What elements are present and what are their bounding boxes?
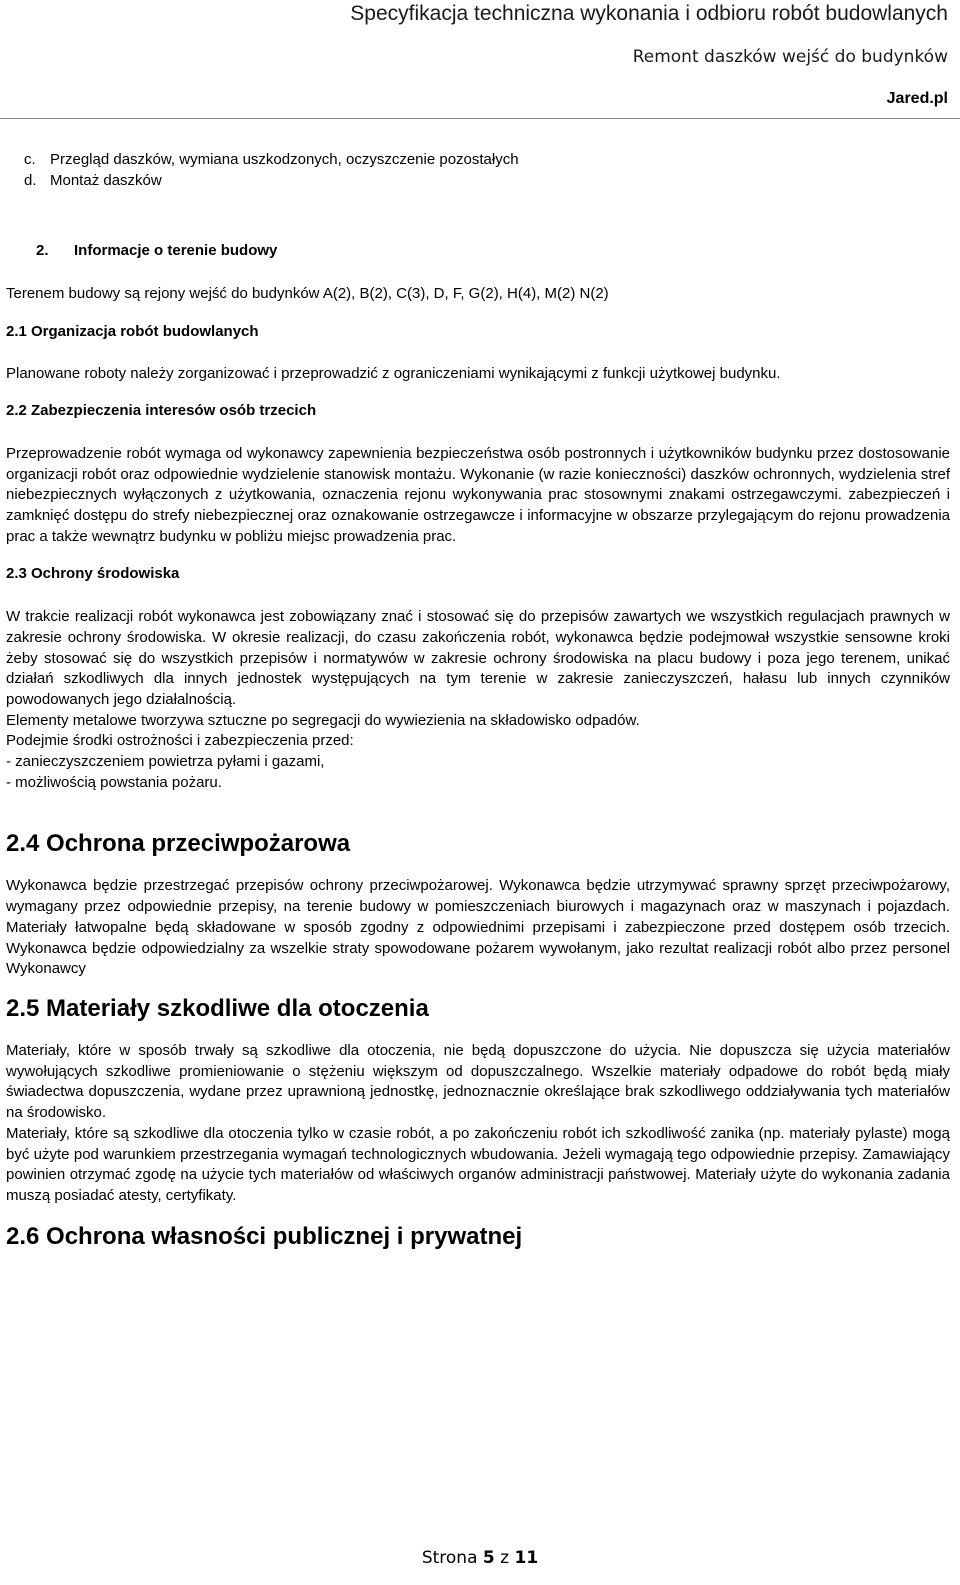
list-item (6, 150, 950, 171)
header-site: Jared.pl (886, 90, 948, 107)
section-2-2-text: Przeprowadzenie robót wymaga od wykonawcy zapewnienia bezpieczeństwa osób postronnych i użytkowników budynku przez dostosowanie organizacji robót oraz odpowiednie wydzielenie stanowisk montażu. Wykonanie (w razie konieczności) daszków ochronnych, wydzielenia stref niebezpiecznych wyłączonych z użytkowania, oznaczenia rejonu wykonywania prac stosownymi znakami ostrzegawczymi. zabezpieczeń i zamknięć dostępu do strefy niebezpiecznej oraz oznakowanie ostrzegawcze i informacyjne w obszarze przylegającym do rejonu prowadzenia prac a także wewnątrz budynku w pobliżu miejsc prowadzenia prac. (6, 444, 950, 545)
footer-total: 11 (514, 1548, 539, 1568)
section-2-4-text: Wykonawca będzie przestrzegać przepisów ochrony przeciwpożarowej. Wykonawca będzie utrzymywać sprawny sprzęt przeciwpożarowy, wymagany przez odpowiednie przepisy, na terenie budowy w pomieszczeniach biurowych i magazynach oraz w maszynach i pojazdach. Materiały łatwopalne będą składowane w sposób zgodny z odpowiednimi przepisami i zabezpieczone przed dostępem osób trzecich. Wykonawca będzie odpowiedzialny za wszelkie straty spowodowane pożarem wywołanym, jako rezultat realizacji robót albo przez personel Wykonawcy (6, 877, 950, 978)
footer-page: 5 (482, 1548, 495, 1568)
footer-prefix: Strona (421, 1548, 478, 1568)
section-2-5-text: Materiały, które w sposób trwały są szkodliwe dla otoczenia, nie będą dopuszczone do użycia. Nie dopuszcza się użycia materiałów wywołujących szkodliwe promieniowanie o stężeniu większym od dopuszczalnego. Wszelkie materiały odpadowe do robót będą miały świadectwa dopuszczenia, wydane przez uprawnioną jednostkę, jednoznacznie określające brak szkodliwego oddziaływania tych materiałów na środowisko. (6, 1041, 950, 1122)
section-heading-2-5: 2.5 Materiały szkodliwe dla otoczenia (6, 994, 429, 1022)
list-text: Przegląd daszków, wymiana uszkodzonych, oczyszczenie pozostałych (50, 151, 519, 168)
list-item (6, 171, 950, 192)
section-heading-2-6: 2.6 Ochrona własności publicznej i prywatnej (6, 1222, 523, 1250)
section-2-1-text: Planowane roboty należy zorganizować i przeprowadzić z ograniczeniami wynikającymi z funkcji użytkowej budynku. (6, 364, 781, 382)
section-heading-2-3: 2.3 Ochrony środowiska (6, 565, 180, 583)
list-marker: c. (24, 151, 36, 168)
page-footer (0, 1548, 960, 1568)
section-title: Informacje o terenie budowy (74, 242, 278, 260)
section-2-3-line: Podejmie środki ostrożności i zabezpieczenia przed: (6, 732, 354, 750)
header-divider (0, 118, 960, 119)
section-heading-2-2: 2.2 Zabezpieczenia interesów osób trzecich (6, 402, 317, 420)
section-2-3-line: Elementy metalowe tworzywa sztuczne po segregacji do wywiezienia na składowisko odpadów. (6, 711, 640, 729)
list-text: Montaż daszków (50, 171, 162, 189)
section-2-3-text: W trakcie realizacji robót wykonawca jest zobowiązany znać i stosować się do przepisów zawartych we wszystkich regulacjach prawnych w zakresie ochrony środowiska. W okresie realizacji, do czasu zakończenia robót, wykonawca będzie podejmował wszystkie sensowne kroki żeby stosować się do wszystkich przepisów i normatywów w zakresie ochrony środowiska na placu budowy i poza jego terenem, unikać działań szkodliwych dla innych jednostek występujących na tym terenie w zakresie zanieczyszczeń, hałasu lub innych czynników powodowanych jego działalnością. (6, 608, 950, 708)
section-2-3-line: - zanieczyszczeniem powietrza pyłami i gazami, (6, 753, 325, 771)
header-title: Specyfikacja techniczna wykonania i odbioru robót budowlanych (350, 2, 948, 25)
section-heading-2 (6, 241, 950, 262)
document-body (6, 150, 950, 1252)
footer-middle: z (500, 1548, 510, 1568)
section-heading-2-4: 2.4 Ochrona przeciwpożarowa (6, 830, 351, 858)
section-2-3-line: - możliwością powstania pożaru. (6, 773, 222, 791)
section-number: 2. (36, 242, 49, 260)
section-heading-2-1: 2.1 Organizacja robót budowlanych (6, 322, 259, 340)
list-marker: d. (24, 171, 37, 189)
section-2-5-text: Materiały, które są szkodliwe dla otoczenia tylko w czasie robót, a po zakończeniu robót ich szkodliwość zanika (np. materiały pylaste) mogą być użyte pod warunkiem przestrzegania wymagań technologicznych wbudowania. Jeżeli wymagają tego odpowiednie przepisy. Zamawiający powinien otrzymać zgodę na użycie tych materiałów od właściwych organów administracji państwowej. Materiały użyte do wykonania zadania muszą posiadać atesty, certyfikaty. (6, 1124, 950, 1204)
header-subtitle: Remont daszków wejść do budynków (632, 47, 948, 67)
section-2-text: Terenem budowy są rejony wejść do budynków A(2), B(2), C(3), D, F, G(2), H(4), M(2) N(2) (6, 285, 609, 303)
